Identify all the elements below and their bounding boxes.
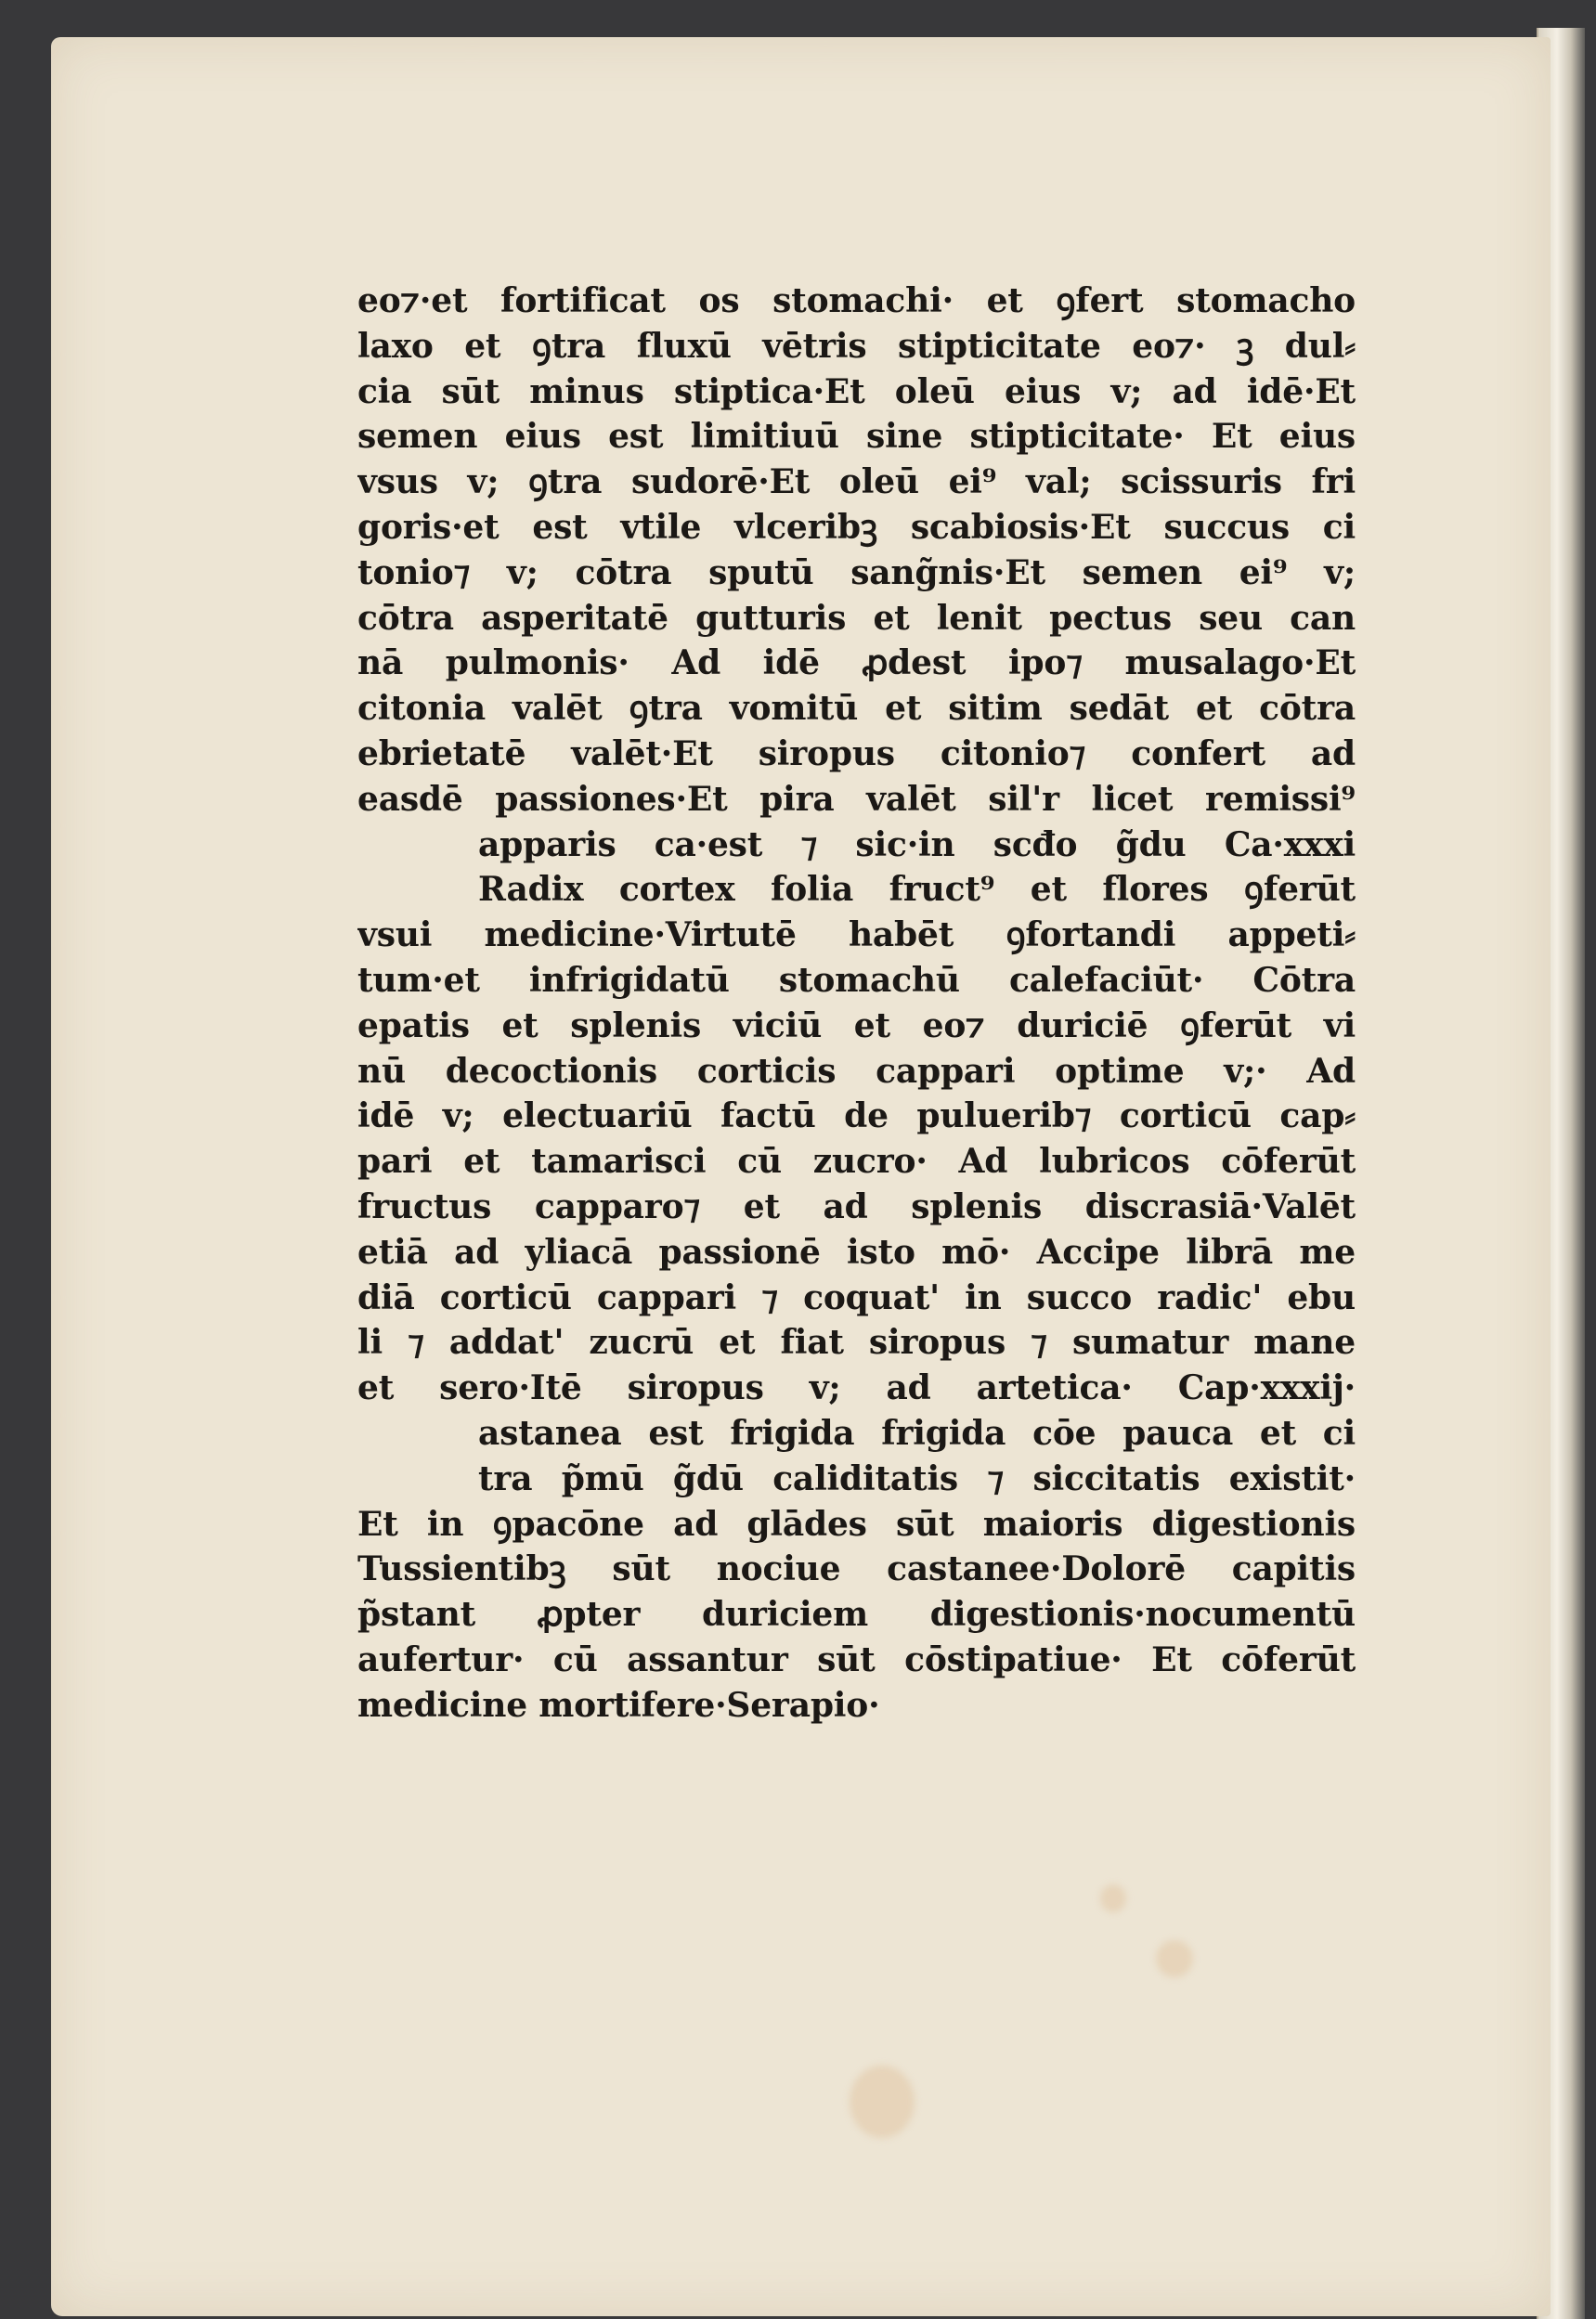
chapter-heading-line: et sero·Itē siropus v; ad artetica· Cap·xxxij·: [357, 1368, 1356, 1408]
text-line: ebrietatē valēt·Et siropus citonio⁊ confert ad: [357, 733, 1356, 773]
foxing-stain: [850, 2066, 915, 2138]
text-line: cōtra asperitatē gutturis et lenit pectus seu can: [357, 598, 1356, 638]
text-line: nā pulmonis· Ad idē ꝓdest ipo⁊ musalago·Et: [357, 643, 1356, 683]
chapter-heading-line: apparis ca·est ⁊ sic·in scđo g̃du Ca·xxxi: [478, 824, 1356, 864]
text-line: eo⁊·et fortificat os stomachi· et ꝯfert stomacho: [357, 281, 1356, 320]
text-line: cia sūt minus stiptica·Et oleū eius v; ad idē·Et: [357, 371, 1356, 411]
text-line: diā corticū cappari ⁊ coquat' in succo radic' ebu: [357, 1277, 1356, 1317]
text-line: fructus capparo⁊ et ad splenis discrasiā·Valēt: [357, 1186, 1356, 1226]
text-line: li ⁊ addat' zucrū et fiat siropus ⁊ sumatur mane: [357, 1323, 1356, 1363]
text-line: tum·et infrigidatū stomachū calefaciūt· Cōtra: [357, 960, 1356, 1000]
text-line: pari et tamarisci cū zucro· Ad lubricos cōferūt: [357, 1142, 1356, 1182]
text-line: vsui medicine·Virtutē habēt ꝯfortandi appeti⸗: [357, 915, 1356, 955]
text-line: idē v; electuariū factū de puluerib⁊ corticū cap⸗: [357, 1096, 1356, 1136]
text-line: etiā ad yliacā passionē isto mō· Accipe librā me: [357, 1232, 1356, 1272]
text-line: astanea est frigida frigida cōe pauca et ci: [478, 1413, 1356, 1453]
text-line: laxo et ꝯtra fluxū vētris stipticitate eo⁊· ꝫ dul⸗: [357, 326, 1356, 366]
foxing-stain: [1156, 1940, 1193, 1977]
text-line: tra p̃mū g̃dū caliditatis ⁊ siccitatis existit·: [478, 1458, 1356, 1498]
text-line: easdē passiones·Et pira valēt sil'r licet remissi⁹: [357, 779, 1356, 819]
text-line: Tussientibꝫ sūt nociue castanee·Dolorē capitis: [357, 1549, 1356, 1589]
text-line: medicine mortifere·Serapio·: [357, 1685, 880, 1725]
text-line: vsus v; ꝯtra sudorē·Et oleū ei⁹ val; scissuris fri: [357, 462, 1356, 502]
text-line: Radix cortex folia fruct⁹ et flores ꝯferūt: [478, 870, 1356, 910]
text-line: citonia valēt ꝯtra vomitū et sitim sedāt et cōtra: [357, 689, 1356, 729]
text-line: goris·et est vtile vlceribꝫ scabiosis·Et succus ci: [357, 507, 1356, 547]
text-line: Et in ꝯpacōne ad glādes sūt maioris digestionis: [357, 1504, 1356, 1544]
text-line: nū decoctionis corticis cappari optime v;· Ad: [357, 1051, 1356, 1091]
text-line: semen eius est limitiuū sine stipticitate· Et eius: [357, 417, 1356, 457]
text-line: p̃stant ꝓpter duriciem digestionis·nocumentū: [357, 1595, 1356, 1635]
text-line: tonio⁊ v; cōtra sputū sang̃nis·Et semen ei⁹ v;: [357, 552, 1356, 592]
page-text: [357, 279, 1356, 1729]
text-line: aufertur· cū assantur sūt cōstipatiue· Et cōferūt: [357, 1639, 1356, 1679]
foxing-stain: [1100, 1885, 1126, 1912]
text-line: epatis et splenis viciū et eo⁊ duriciē ꝯferūt vi: [357, 1005, 1356, 1045]
